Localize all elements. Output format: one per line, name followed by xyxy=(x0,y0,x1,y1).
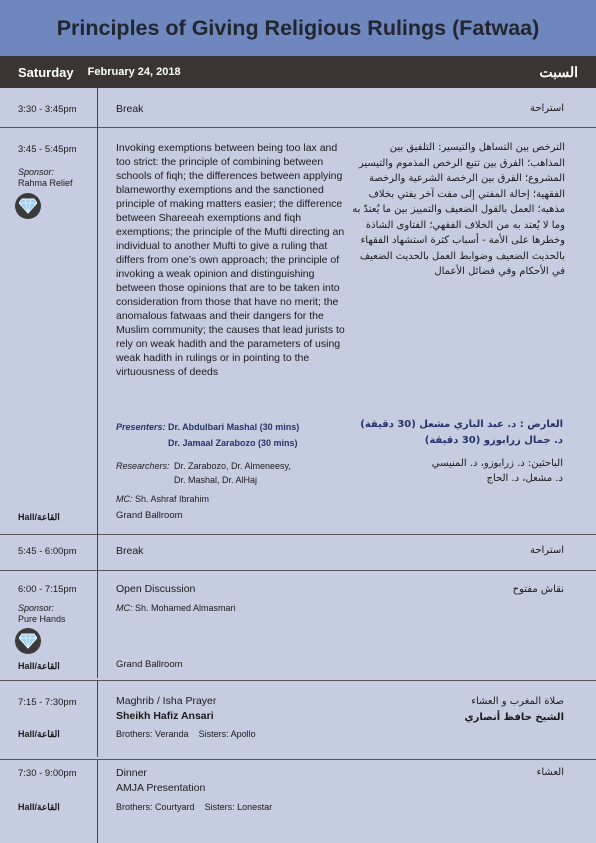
session-title-arabic: العشاء xyxy=(536,767,564,778)
column-divider xyxy=(97,681,98,757)
mc-label: MC: xyxy=(116,494,133,504)
sisters-label: Sisters: xyxy=(198,729,229,739)
session-description: Invoking exemptions between being too lax and too strict: the principle of combining between schools of fiqh; the differences between applying blameworthy exemptions and the sanctioned principle of making matters easier; the difference between Shareeah exemptions and fiqh exemptions; the principle of the Mufti directing an individual to another Mufti to give a ruling that differs from one’s own approach; the principle of invoking a weak opinion and distinguishing between those opinions that are to be taken into consideration from those that have no merit; the anomalous fatwaas and their dangers for the Muslim community; the causes that lead jurists to rely on weak hadith and the parameters of using weak hadith in rulings or in pointing to the virtuousness of deeds xyxy=(116,142,345,378)
session-title-arabic: استراحة xyxy=(529,545,564,556)
row-divider xyxy=(0,680,596,681)
location-brothers xyxy=(116,728,256,740)
presenter-name: Dr. Jamaal Zarabozo (30 mins) xyxy=(168,438,298,448)
day-label: Saturday xyxy=(18,64,74,80)
diamond-icon-graphic xyxy=(19,633,37,649)
mc-label: MC: xyxy=(116,603,133,613)
session-title-arabic: صلاة المغرب و العشاء xyxy=(471,696,564,707)
diamond-icon xyxy=(15,193,41,219)
session-title: Dinner xyxy=(116,767,147,779)
row-divider xyxy=(0,127,596,128)
sisters-location: Apollo xyxy=(230,729,256,739)
presenters-arabic: العارض : د. عبد الباري مشعل (30 دقيقة) xyxy=(360,419,563,430)
session-title: Maghrib / Isha Prayer xyxy=(116,695,217,707)
day-label-arabic: السبت xyxy=(539,63,578,80)
hall-label: Hall/القاعة xyxy=(18,802,60,812)
researchers-arabic: الباحثين: د. زرابوزو، د. المنيسي xyxy=(431,458,563,469)
sisters-location: Lonestar xyxy=(237,802,273,812)
hall-label: Hall/القاعة xyxy=(18,729,60,739)
date-label: February 24, 2018 xyxy=(87,66,181,78)
venue-name: Grand Ballroom xyxy=(116,510,183,521)
diamond-icon xyxy=(15,628,41,654)
session-time: 7:30 - 9:00pm xyxy=(18,768,77,779)
hall-label: Hall/القاعة xyxy=(18,661,60,671)
session-title: Break xyxy=(116,103,144,115)
presenters-label: Presenters: xyxy=(116,422,166,432)
session-subtitle: Sheikh Hafiz Ansari xyxy=(116,710,214,722)
sisters-label: Sisters: xyxy=(204,802,235,812)
location-brothers xyxy=(116,801,272,813)
session-time: 3:30 - 3:45pm xyxy=(18,104,77,115)
day-bar xyxy=(0,56,596,88)
researchers-label: Researchers: xyxy=(116,461,170,471)
column-divider xyxy=(97,760,98,843)
brothers-location: Courtyard xyxy=(155,802,195,812)
session-title-arabic: استراحة xyxy=(529,103,564,114)
session-subtitle: AMJA Presentation xyxy=(116,782,206,794)
sponsor-label: Sponsor: xyxy=(18,167,55,177)
diamond-icon-graphic xyxy=(19,198,37,214)
sponsor-name: Pure Hands xyxy=(18,614,66,624)
session-title: Break xyxy=(116,545,144,557)
session-time: 3:45 - 5:45pm xyxy=(18,144,77,155)
presenters-arabic: د. جمال زرابوزو (30 دقيقة) xyxy=(424,435,563,446)
researchers-names: Dr. Zarabozo, Dr. Almeneesy, xyxy=(174,461,291,471)
mc-name: Sh. Ashraf Ibrahim xyxy=(135,494,210,504)
researchers-arabic: د. مشعل، د. الحاج xyxy=(486,473,563,484)
brothers-label: Brothers: xyxy=(116,729,153,739)
presenter-name: Dr. Abdulbari Mashal (30 mins) xyxy=(168,422,300,432)
session-title-arabic: نقاش مفتوح xyxy=(512,584,564,595)
sponsor-label: Sponsor: xyxy=(18,603,55,613)
brothers-location: Veranda xyxy=(155,729,189,739)
session-description-arabic: الترخص بين التساهل والتيسير: التلفيق بين المذاهب؛ الفرق بين تتبع الرخص المذموم والتيسير المشروع؛ الفرق بين الرخصة الشرعية والرخصة الفقهية؛ إحالة المفتي إلى مفت آخر يفتي بخلاف مذهبه؛ العمل بالقول الضعيف والتمييز بين ما يُعتدّ به وما لا يُعتد به من الخلاف الفقهي؛ الفتاوى الشاذة وخطرها على الأمة - أسباب كثرة استشهاد الفقهاء بالحديث الضعيف وضوابط العمل بالحديث الضعيف في الأحكام وفي فضائل الأعمال xyxy=(352,142,565,277)
session-time: 5:45 - 6:00pm xyxy=(18,546,77,557)
row-divider xyxy=(0,759,596,760)
column-divider xyxy=(97,535,98,678)
page-title: Principles of Giving Religious Rulings (Fatwaa) xyxy=(56,15,540,40)
row-divider xyxy=(0,534,596,535)
researchers-names: Dr. Mashal, Dr. AlHaj xyxy=(174,475,258,485)
session-title: Open Discussion xyxy=(116,583,196,595)
sponsor-name: Rahma Relief xyxy=(18,178,73,188)
session-subtitle-arabic: الشيخ حافظ أنصاري xyxy=(464,712,564,723)
mc-name: Sh. Mohamed Almasmari xyxy=(135,603,236,613)
brothers-label: Brothers: xyxy=(116,802,153,812)
session-time: 6:00 - 7:15pm xyxy=(18,584,77,595)
title-bar xyxy=(0,0,596,56)
venue-name: Grand Ballroom xyxy=(116,659,183,670)
hall-label: Hall/القاعة xyxy=(18,512,60,522)
row-divider xyxy=(0,570,596,571)
session-time: 7:15 - 7:30pm xyxy=(18,697,77,708)
column-divider xyxy=(97,88,98,534)
